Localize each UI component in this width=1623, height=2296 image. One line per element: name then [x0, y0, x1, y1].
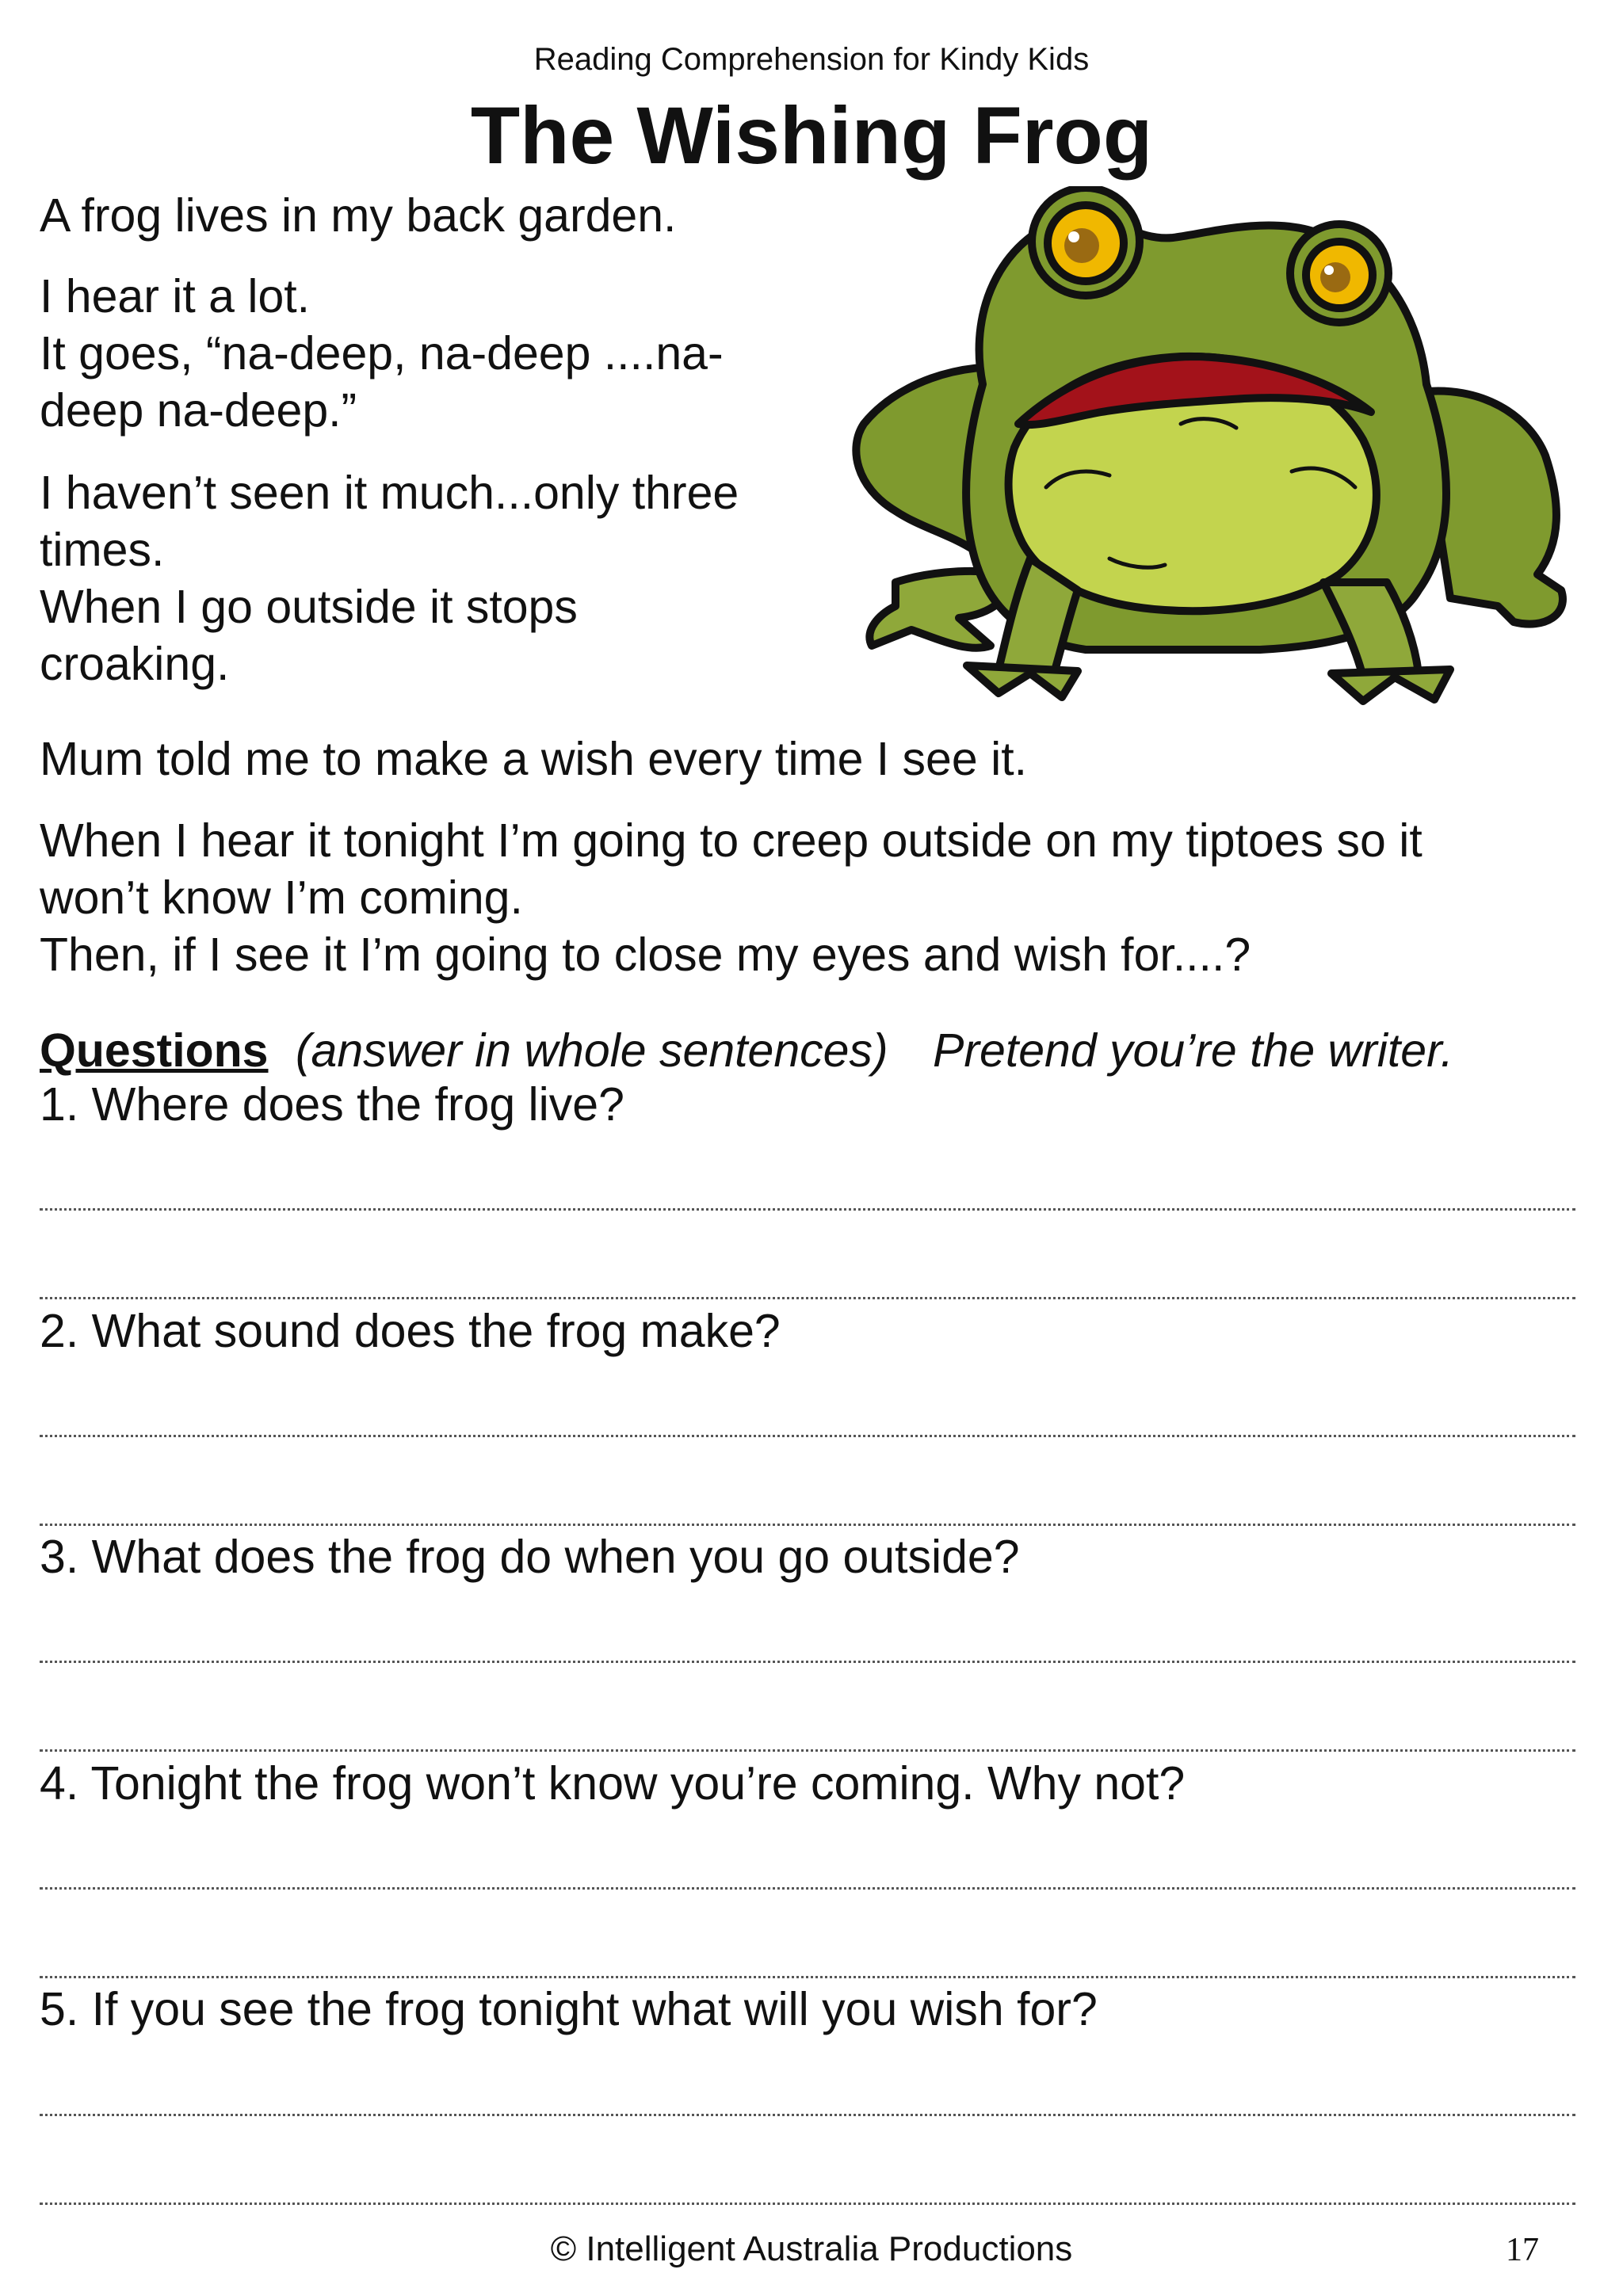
- answer-line[interactable]: [40, 1887, 1575, 1890]
- story-line: I haven’t seen it much...only three: [40, 467, 739, 519]
- story-line: When I hear it tonight I’m going to creep outside on my tiptoes so it: [40, 814, 1423, 867]
- story-line: I hear it a lot.: [40, 270, 311, 322]
- answer-line[interactable]: [40, 2203, 1575, 2205]
- questions-instruction: (answer in whole sentences): [295, 1024, 888, 1077]
- questions-header: [40, 1022, 1453, 1079]
- questions-label: Questions: [40, 1024, 269, 1077]
- story-line: It goes, “na-deep, na-deep ....na-: [40, 327, 724, 379]
- answer-line[interactable]: [40, 1661, 1575, 1663]
- question-1: 1. Where does the frog live?: [40, 1078, 624, 1131]
- question-4: 4. Tonight the frog won’t know you’re coming. Why not?: [40, 1757, 1186, 1810]
- story-line: won’t know I’m coming.: [40, 871, 523, 924]
- copyright-footer: © Intelligent Australia Productions: [550, 2229, 1073, 2268]
- answer-line[interactable]: [40, 1749, 1575, 1752]
- answer-line[interactable]: [40, 1435, 1575, 1437]
- question-3: 3. What does the frog do when you go outside?: [40, 1531, 1020, 1583]
- story-paragraph-4: Mum told me to make a wish every time I see it.: [40, 733, 1027, 785]
- question-5: 5. If you see the frog tonight what will you wish for?: [40, 1983, 1098, 2035]
- frog-illustration: [848, 186, 1577, 709]
- page-title: The Wishing Frog: [470, 90, 1153, 181]
- answer-line[interactable]: [40, 2114, 1575, 2116]
- answer-line[interactable]: [40, 1208, 1575, 1211]
- worksheet-series-header: Reading Comprehension for Kindy Kids: [533, 42, 1090, 77]
- story-line: croaking.: [40, 638, 230, 690]
- answer-line[interactable]: [40, 1976, 1575, 1978]
- frog-icon: [848, 186, 1577, 709]
- questions-note: Pretend you’re the writer.: [933, 1024, 1453, 1077]
- story-line: times.: [40, 524, 165, 576]
- answer-line[interactable]: [40, 1297, 1575, 1299]
- story-line: deep na-deep.”: [40, 384, 357, 437]
- page-number: 17: [1506, 2232, 1539, 2268]
- story-line: Then, if I see it I’m going to close my eyes and wish for....?: [40, 929, 1251, 981]
- question-2: 2. What sound does the frog make?: [40, 1305, 781, 1357]
- story-paragraph-1: A frog lives in my back garden.: [40, 189, 677, 242]
- answer-line[interactable]: [40, 1524, 1575, 1526]
- story-line: When I go outside it stops: [40, 581, 578, 633]
